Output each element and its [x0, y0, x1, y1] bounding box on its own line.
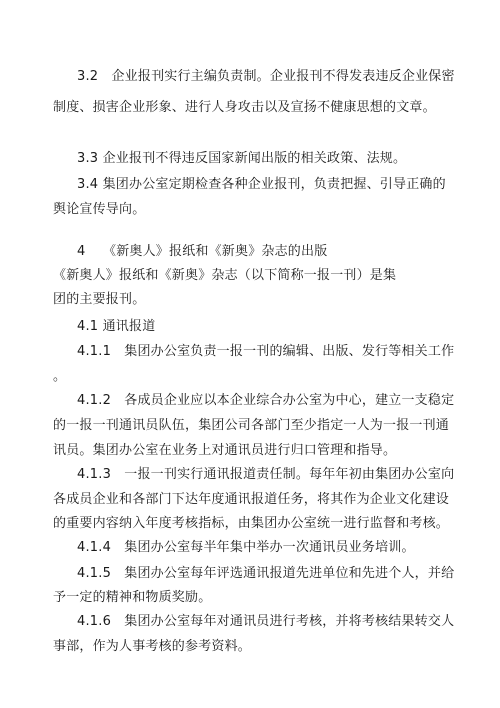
text-line: 4.1.4 集团办公室每半年集中举办一次通讯员业务培训。	[77, 540, 415, 555]
text-line: 4.1.3 一报一刊实行通讯报道责任制。每年年初由集团办公室向	[77, 467, 455, 482]
text-line: 的重要内容纳入年度考核指标，由集团办公室统一进行监督和考核。	[53, 516, 450, 531]
section-heading: 4 《新奥人》报纸和《新奥》杂志的出版	[77, 244, 328, 259]
text-line: 事部，作为人事考核的参考资料。	[53, 639, 252, 654]
text-line: 。	[53, 369, 67, 384]
text-line: 3.3 企业报刊不得违反国家新闻出版的相关政策、法规。	[77, 151, 407, 166]
text-line: 3.4 集团办公室定期检查各种企业报刊，负责把握、引导正确的	[77, 177, 446, 192]
text-line: 3.2 企业报刊实行主编负责制。企业报刊不得发表违反企业保密	[77, 69, 455, 84]
text-line: 团的主要报刊。	[53, 292, 146, 307]
text-line: 4.1.5 集团办公室每年评选通讯报道先进单位和先进个人，并给	[77, 566, 455, 581]
text-line: 舆论宣传导向。	[53, 202, 146, 217]
text-line: 4.1.6 集团办公室每年对通讯员进行考核，并将考核结果转交人	[77, 614, 455, 629]
text-line: 制度、损害企业形象、进行人身攻击以及宣扬不健康思想的文章。	[53, 100, 436, 115]
text-line: 各成员企业和各部门下达年度通讯报道任务，将其作为企业文化建设	[53, 492, 450, 507]
text-line: 《新奥人》报纸和《新奥》杂志（以下简称一报一刊）是集	[53, 268, 397, 283]
text-line: 讯员。集团办公室在业务上对通讯员进行归口管理和指导。	[53, 443, 397, 458]
text-line: 的一报一刊通讯员队伍，集团公司各部门至少指定一人为一报一刊通	[53, 418, 450, 433]
text-line: 予一定的精神和物质奖励。	[53, 590, 212, 605]
text-line: 4.1.1 集团办公室负责一报一刊的编辑、出版、发行等相关工作	[77, 344, 455, 359]
text-line: 4.1.2 各成员企业应以本企业综合办公室为中心，建立一支稳定	[77, 393, 455, 408]
subsection-heading: 4.1 通讯报道	[77, 319, 156, 334]
